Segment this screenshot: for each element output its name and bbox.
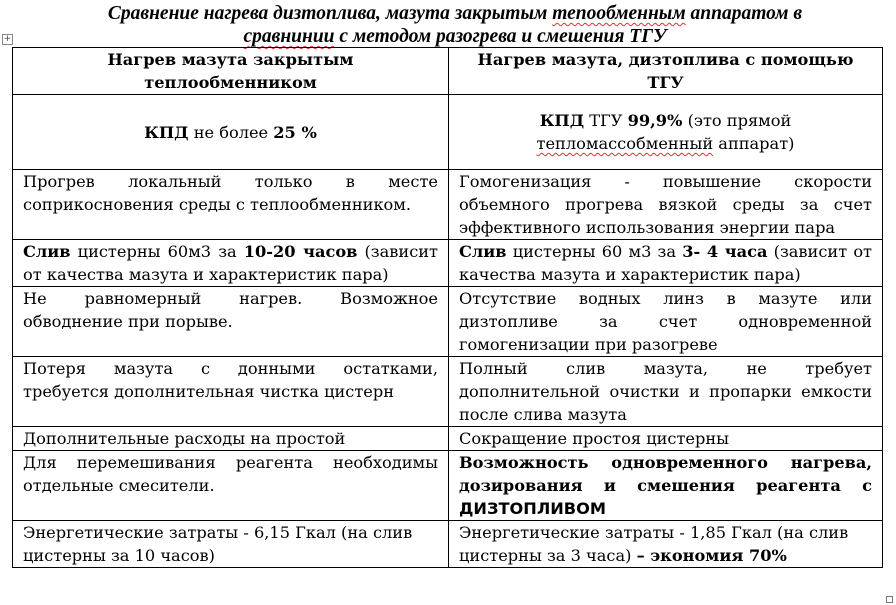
cell-left: Энергетические затраты - 6,15 Гкал (на слив цистерны за 10 часов)	[13, 521, 449, 568]
cell-bold: 10-20 часов	[243, 242, 358, 261]
kpd-text: не более	[188, 122, 274, 142]
cell-right	[449, 451, 883, 521]
kpd-text: аппарат)	[713, 134, 795, 153]
cell-left: Прогрев локальный только в месте соприкосновения среды с теплообменником.	[13, 170, 449, 240]
cell-kpd-right	[449, 95, 883, 170]
cell-left: Дополнительные расходы на простой	[13, 427, 449, 451]
cell-bold-caps: ДИЗТОПЛИВОМ	[459, 499, 607, 518]
cell-bold: –	[636, 546, 645, 565]
cell-left: Для перемешивания реагента необходимы отдельные смесители.	[13, 451, 449, 521]
cell-right	[449, 240, 883, 287]
cell-right	[449, 521, 883, 568]
header-right: Нагрев мазута, дизтоплива с помощью ТГУ	[449, 48, 883, 95]
header-left: Нагрев мазута закрытым теплообменником	[13, 48, 449, 95]
table-row	[13, 240, 883, 287]
cell-right: Сокращение простоя цистерны	[449, 427, 883, 451]
cell-text: (зависит от качества мазута и характеристик пара)	[23, 242, 438, 284]
table-row	[13, 521, 883, 568]
kpd-value: 25 %	[273, 122, 317, 142]
cell-text: цистерны 60 м3 за	[506, 242, 683, 261]
cell-bold: Слив	[23, 242, 71, 261]
title-misspelled-word: тепообменным	[552, 3, 686, 24]
table-row	[13, 357, 883, 427]
title-part: с методом разогрева и смешения ТГУ	[334, 26, 667, 47]
table-header-row	[13, 48, 883, 95]
cell-kpd-left	[13, 95, 449, 170]
cell-left: Не равномерный нагрев. Возможное обводнение при порыве.	[13, 287, 449, 357]
comparison-table	[12, 47, 883, 568]
title-misspelled-word: сравнинии	[243, 26, 335, 47]
cell-left	[13, 240, 449, 287]
cell-text: (зависит от качества мазута и характеристик пара)	[459, 242, 873, 284]
cell-bold: Возможность одновременного нагрева, дозирования и смешения реагента с	[459, 453, 872, 495]
table-row	[13, 287, 883, 357]
table-row	[13, 451, 883, 521]
document-title	[40, 2, 870, 48]
kpd-text: (это прямой	[682, 111, 792, 130]
kpd-label: КПД	[539, 111, 585, 130]
table-row	[13, 170, 883, 240]
cell-left: Потеря мазута с донными остатками, требуется дополнительная чистка цистерн	[13, 357, 449, 427]
cell-right: Гомогенизация - повышение скорости объемного прогрева вязкой среды за счет эффективного использования энергии пара	[449, 170, 883, 240]
table-row	[13, 95, 883, 170]
title-part: Сравнение нагрева дизтоплива, мазута закрытым	[107, 3, 553, 24]
cell-right: Отсутствие водных линз в мазуте или дизтопливе за счет одновременной гомогенизации при разогреве	[449, 287, 883, 357]
kpd-text: ТГУ	[584, 111, 628, 130]
cell-text: цистерны 60м3 за	[70, 242, 244, 261]
kpd-misspelled-word: тепломассобменный	[536, 134, 714, 153]
title-part: аппаратом в	[685, 3, 803, 24]
table-resize-handle-icon[interactable]	[886, 596, 893, 603]
kpd-label: КПД	[144, 122, 189, 142]
cell-right: Полный слив мазута, не требует дополнительной очистки и пропарки емкости после слива мазута	[449, 357, 883, 427]
table-move-handle-icon[interactable]: +	[3, 34, 12, 44]
table-row	[13, 427, 883, 451]
cell-bold: 3- 4 часа	[682, 242, 768, 261]
cell-text: Энергетические затраты - 1,85 Гкал (на слив цистерны за 3 часа)	[459, 523, 849, 565]
cell-bold: Слив	[459, 242, 507, 261]
kpd-value: 99,9%	[627, 111, 683, 130]
cell-bold: экономия 70%	[644, 546, 787, 565]
